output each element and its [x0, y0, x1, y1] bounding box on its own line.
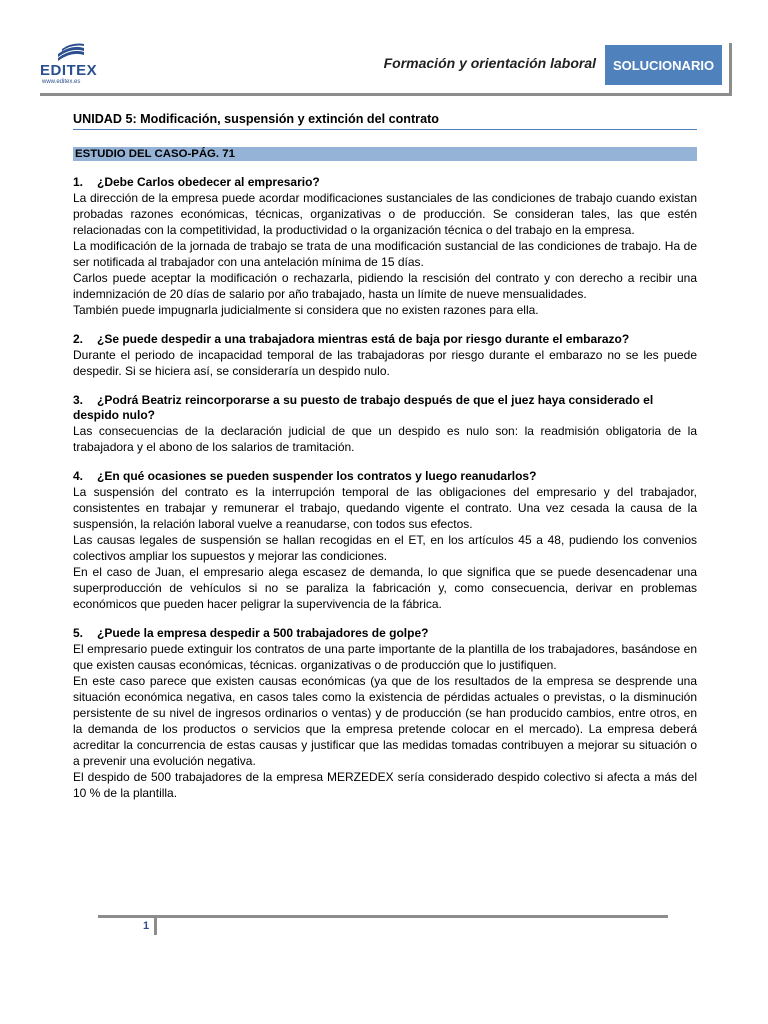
question-title	[73, 175, 697, 190]
question-title	[73, 469, 697, 484]
editex-logo	[40, 42, 110, 92]
header-rule-vertical	[729, 43, 732, 95]
question-number: 3.	[73, 393, 84, 407]
question-block	[73, 175, 697, 318]
answer-paragraph: También puede impugnarla judicialmente si considera que no existen razones para ella.	[73, 303, 539, 317]
answer-paragraph: La dirección de la empresa puede acordar modificaciones sustanciales de las condiciones de trabajo cuando existan probadas razones económicas, técnicas, organizativas o de producción. Se consideran tales, las que estén relacionadas con la competitividad, la productividad o la organización técnica o del trabajo en la empresa.	[73, 191, 697, 237]
question-number: 4.	[73, 469, 84, 483]
header-title: Formación y orientación laboral	[383, 55, 596, 71]
footer-rule	[98, 915, 668, 918]
question-text: ¿Se puede despedir a una trabajadora mientras está de baja por riesgo durante el embarazo?	[97, 332, 630, 346]
answer-paragraph: En el caso de Juan, el empresario alega escasez de demanda, lo que significa que se puede desencadenar una superproducción de vehículos si no se paraliza la fabricación y, como consecuencia, derivar en problemas económicos que pueden hacer peligrar la supervivencia de la fábrica.	[73, 565, 697, 611]
question-text: ¿Podrá Beatriz reincorporarse a su puesto de trabajo después de que el juez haya considerado el despido nulo?	[73, 393, 654, 422]
page-header	[0, 0, 768, 100]
question-block	[73, 469, 697, 612]
question-block	[73, 626, 697, 801]
question-block	[73, 332, 697, 379]
logo-text: EDITEX	[40, 62, 98, 79]
section-title: ESTUDIO DEL CASO-PÁG. 71	[73, 147, 697, 161]
answer-paragraph: Carlos puede aceptar la modificación o rechazarla, pidiendo la rescisión del contrato y con derecho a recibir una indemnización de 20 días de salario por año trabajado, hasta un límite de nueve mensualidades.	[73, 271, 697, 301]
question-number: 5.	[73, 626, 84, 640]
answer-paragraph: Las consecuencias de la declaración judicial de que un despido es nulo son: la readmisión obligatoria de la trabajadora y el abono de los salarios de tramitación.	[73, 424, 697, 454]
footer-rule-tick	[154, 915, 157, 935]
solucionario-badge: SOLUCIONARIO	[605, 45, 722, 85]
header-rule-horizontal	[40, 93, 732, 96]
page-number: 1	[143, 920, 150, 932]
logo-url: www.editex.es	[42, 79, 81, 85]
question-title	[73, 626, 697, 641]
question-text: ¿En qué ocasiones se pueden suspender los contratos y luego reanudarlos?	[97, 469, 537, 483]
document-body	[73, 112, 697, 815]
question-block	[73, 393, 697, 455]
question-title	[73, 332, 697, 347]
answer-paragraph: El empresario puede extinguir los contratos de una parte importante de la plantilla de los trabajadores, basándose en que existen causas económicas, técnicas. organizativas o de producción que lo justifiquen.	[73, 642, 697, 672]
question-text: ¿Puede la empresa despedir a 500 trabajadores de golpe?	[97, 626, 429, 640]
question-text: ¿Debe Carlos obedecer al empresario?	[97, 175, 320, 189]
answer-paragraph: En este caso parece que existen causas económicas (ya que de los resultados de la empresa se desprende una situación económica negativa, en casos tales como la existencia de pérdidas actuales o previstas, o la disminución persistente de su nivel de ingresos ordinarios o ventas) y de producción (se han producido cambios, entre otros, en la demanda de los productos o servicios que la empresa pretende colocar en el mercado). La empresa deberá acreditar la concurrencia de estas causas y justificar que las medidas tomadas contribuyen a mejorar su situación o a prevenir una evolución negativa.	[73, 674, 697, 768]
question-title	[73, 393, 697, 423]
answer-paragraph: Las causas legales de suspensión se hallan recogidas en el ET, en los artículos 45 a 48, pudiendo los convenios colectivos ampliar los supuestos y mejorar las condiciones.	[73, 533, 697, 563]
question-number: 1.	[73, 175, 84, 189]
answer-paragraph: La suspensión del contrato es la interrupción temporal de las obligaciones del empresario y del trabajador, consistentes en trabajar y remunerar el trabajo, quedando vigente el contrato. Una vez cesada la causa de la suspensión, la relación laboral vuelve a reanudarse, con todos sus efectos.	[73, 485, 697, 531]
answer-paragraph: La modificación de la jornada de trabajo se trata de una modificación sustancial de las condiciones de trabajo. Ha de ser notificada al trabajador con una antelación mínima de 15 días.	[73, 239, 697, 269]
unit-title: UNIDAD 5: Modificación, suspensión y extinción del contrato	[73, 112, 697, 130]
answer-paragraph: Durante el periodo de incapacidad temporal de las trabajadoras por riesgo durante el embarazo no se les puede despedir. Si se hiciera así, se consideraría un despido nulo.	[73, 348, 697, 378]
question-number: 2.	[73, 332, 84, 346]
questions-list	[73, 175, 697, 801]
answer-paragraph: El despido de 500 trabajadores de la empresa MERZEDEX sería considerado despido colectivo si afecta a más del 10 % de la plantilla.	[73, 770, 697, 800]
editex-logo-icon	[56, 42, 86, 62]
